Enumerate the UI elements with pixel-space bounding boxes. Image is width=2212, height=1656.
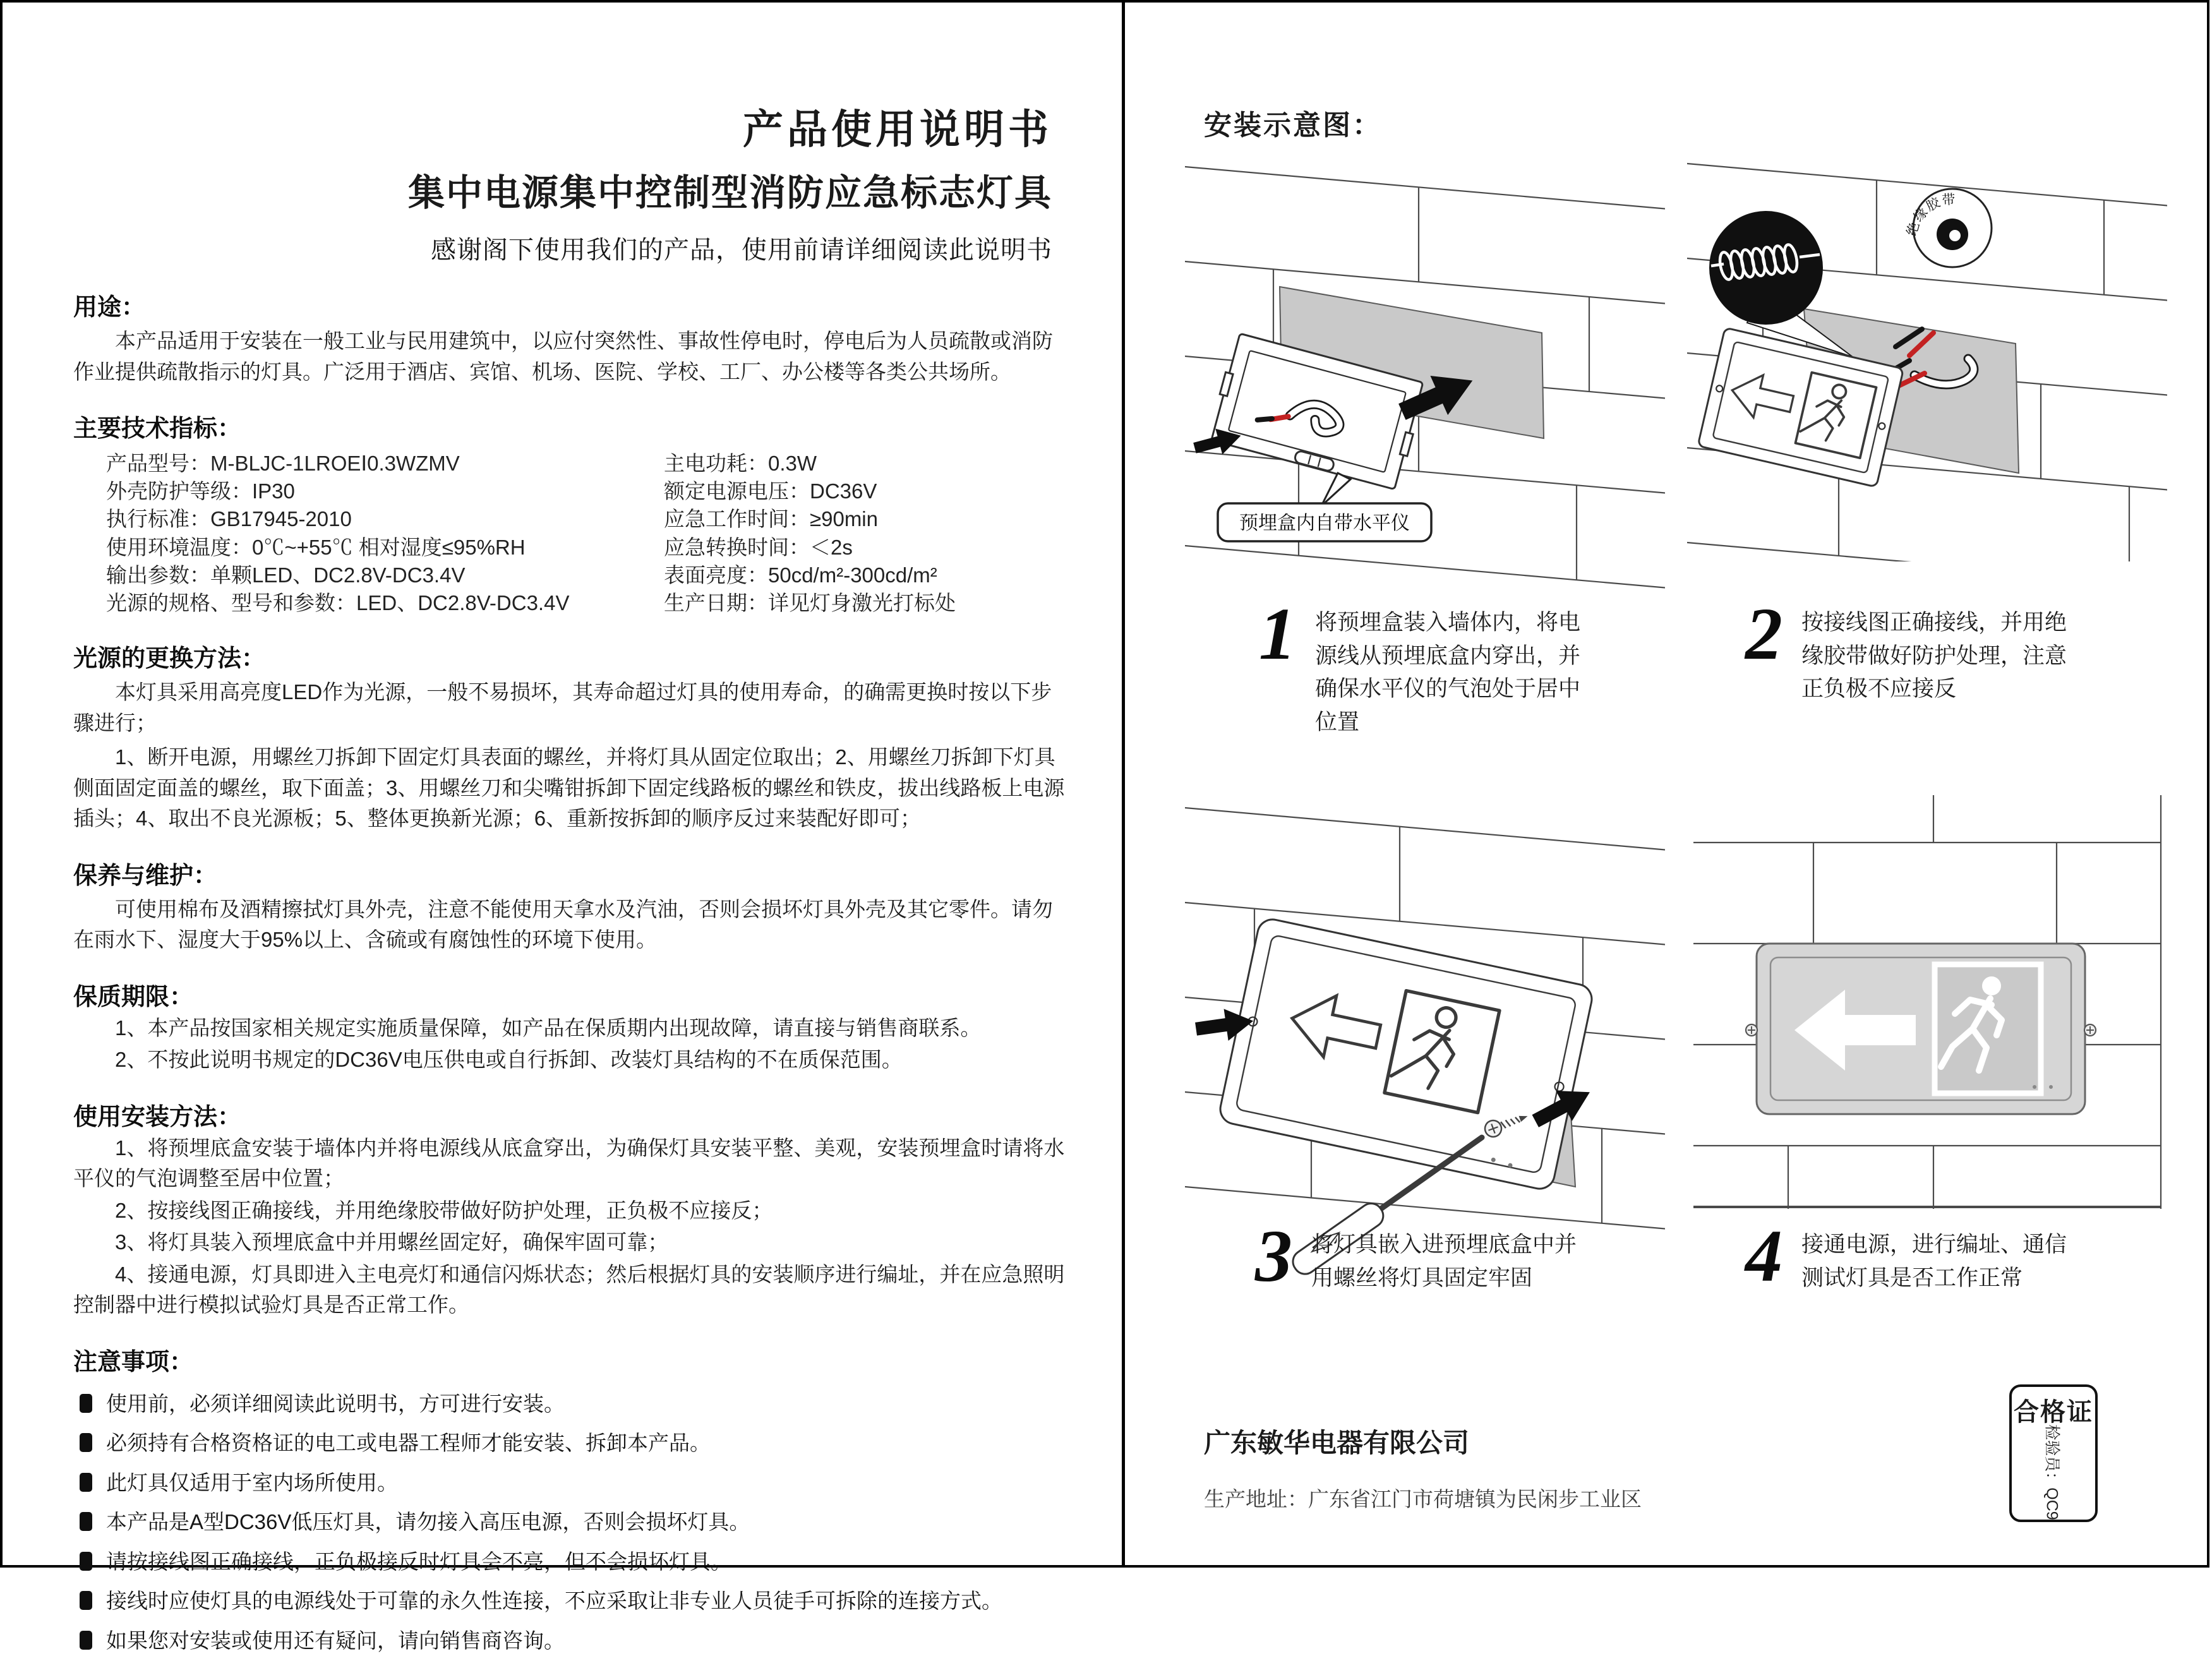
install-item: 3、将灯具装入预埋底盒中并用螺丝固定好，确保牢固可靠； xyxy=(115,1230,669,1254)
maintain-body: 可使用棉布及酒精擦拭灯具外壳，注意不能使用天拿水及汽油，否则会损坏灯具外壳及其它零件。请勿在雨水下、湿度大于95%以上、含硫或有腐蚀性的环境下使用。 xyxy=(73,897,1053,952)
spec-item: 额定电源电压：DC36V xyxy=(664,479,877,503)
indicator-dot xyxy=(2033,1085,2036,1089)
square-bullet-icon xyxy=(80,1473,92,1492)
spec-item: 表面亮度：50cd/m²-300cd/m² xyxy=(664,563,937,587)
step-text: 将灯具嵌入进预埋底盒中并用螺丝将灯具固定牢固 xyxy=(1311,1232,1577,1290)
install-item: 2、按接线图正确接线，并用绝缘胶带做好防护处理，正负极不应接反； xyxy=(115,1198,773,1222)
indicator-dot xyxy=(2049,1085,2053,1089)
section-heading: 主要技术指标： xyxy=(73,416,242,442)
step-caption-1 xyxy=(1259,592,1596,739)
spec-item: 主电功耗：0.3W xyxy=(664,452,817,475)
install-list xyxy=(73,1133,1070,1321)
step-caption-2 xyxy=(1745,592,2083,706)
section-replace xyxy=(73,639,1070,834)
note-item: 使用前，必须详细阅读此说明书，方可进行安装。 xyxy=(73,1388,1070,1420)
section-usage xyxy=(73,287,1070,387)
square-bullet-icon xyxy=(80,1433,92,1452)
installed-exit-sign xyxy=(1746,944,2096,1114)
section-maintain xyxy=(73,856,1070,956)
note-item: 本产品是A型DC36V低压灯具，请勿接入高压电源，否则会损坏灯具。 xyxy=(73,1506,1070,1538)
square-bullet-icon xyxy=(80,1591,92,1610)
tape-badge-label: 绝缘胶带 xyxy=(1904,192,1957,238)
section-heading: 保养与维护： xyxy=(73,862,218,889)
mount-screw xyxy=(2084,1024,2096,1036)
diagram-step2-wiring xyxy=(1687,157,2167,561)
spec-item: 使用环境温度：0℃~+55℃ 相对湿度≤95%RH xyxy=(106,535,526,559)
level-callout xyxy=(1218,503,1431,541)
section-notes xyxy=(73,1342,1070,1656)
step-caption-4 xyxy=(1745,1215,2083,1297)
section-install xyxy=(73,1097,1070,1321)
diagram-step1-embed-box xyxy=(1185,157,1665,561)
doc-subtitle: 集中电源集中控制型消防应急标志灯具 xyxy=(407,172,1052,213)
section-heading: 光源的更换方法： xyxy=(73,645,266,673)
certificate-title: 合格证 xyxy=(2014,1398,2093,1426)
install-item: 1、将预埋底盒安装于墙体内并将电源线从底盒穿出，为确保灯具安装平整、美观，安装预埋盒时请将水平仪的气泡调整至居中位置； xyxy=(73,1136,1065,1191)
spec-item: 生产日期：详见灯身激光打标处 xyxy=(664,591,956,615)
spec-item: 应急工作时间：≥90min xyxy=(664,507,878,531)
install-diagram-heading: 安装示意图： xyxy=(1204,110,1382,141)
step-caption-3 xyxy=(1255,1215,1592,1297)
doc-title: 产品使用说明书 xyxy=(743,107,1052,152)
notes-list xyxy=(73,1388,1070,1656)
note-item: 必须持有合格资格证的电工或电器工程师才能安装、拆卸本产品。 xyxy=(73,1427,1070,1459)
spec-item: 输出参数：单颗LED、DC2.8V-DC3.4V xyxy=(106,563,466,587)
replace-para1: 本灯具采用高亮度LED作为光源，一般不易损坏，其寿命超过灯具的使用寿命，的确需更换时按以下步骤进行； xyxy=(73,680,1052,735)
note-item: 如果您对安装或使用还有疑问，请向销售商咨询。 xyxy=(73,1625,1070,1656)
page-left xyxy=(3,3,1122,1652)
insulation-tape-badge xyxy=(1904,189,1992,267)
install-item: 4、接通电源，灯具即进入主电亮灯和通信闪烁状态；然后根据灯具的安装顺序进行编址，并在应急照明控制器中进行模拟试验灯具是否正常工作。 xyxy=(73,1262,1065,1317)
diagram-step3-fix-screws xyxy=(1185,795,1665,1212)
exit-sign-lamp xyxy=(1218,916,1595,1191)
step-number: 4 xyxy=(1745,1215,1782,1297)
step-text: 将预埋盒装入墙体内，将电源线从预埋底盒内穿出，并确保水平仪的气泡处于居中位置 xyxy=(1315,610,1581,735)
spec-item: 执行标准：GB17945-2010 xyxy=(106,507,352,531)
square-bullet-icon xyxy=(80,1631,92,1650)
doc-tagline: 感谢阁下使用我们的产品，使用前请详细阅读此说明书 xyxy=(431,236,1052,264)
callout-leader xyxy=(1321,473,1350,506)
certificate-inspector-wrap xyxy=(2012,1426,2095,1518)
replace-para2: 1、断开电源，用螺丝刀拆卸下固定灯具表面的螺丝，并将灯具从固定位取出；2、用螺丝刀拆卸下灯具侧面固定面盖的螺丝，取下面盖；3、用螺丝刀和尖嘴钳拆卸下固定线路板的螺丝和铁皮，拔出线路板上电源插头；4、取出不良光源板；5、整体更换新光源；6、重新按拆卸的顺序反过来装配好即可； xyxy=(73,745,1065,831)
section-heading: 使用安装方法： xyxy=(73,1103,242,1131)
level-callout-label: 预埋盒内自带水平仪 xyxy=(1239,513,1410,534)
company-name: 广东敏华电器有限公司 xyxy=(1204,1428,1470,1458)
section-warranty xyxy=(73,977,1070,1076)
spec-grid xyxy=(73,450,1070,617)
section-specs xyxy=(73,409,1070,617)
doc-header xyxy=(73,97,1070,266)
step-text: 接通电源，进行编址、通信测试灯具是否工作正常 xyxy=(1801,1232,2067,1290)
square-bullet-icon xyxy=(80,1512,92,1531)
diagram-step4-finished xyxy=(1693,795,2173,1212)
spec-item: 外壳防护等级：IP30 xyxy=(106,479,295,503)
warranty-item: 1、本产品按国家相关规定实施质量保障，如产品在保质期内出现故障，请直接与销售商联系。 xyxy=(115,1016,982,1040)
step-number: 3 xyxy=(1255,1215,1292,1297)
step-number: 1 xyxy=(1259,592,1296,675)
spec-column-left xyxy=(73,450,664,617)
section-heading: 用途： xyxy=(73,294,146,321)
certificate-inspector: 检验员：QC9 xyxy=(2043,1424,2061,1520)
note-item: 此灯具仅适用于室内场所使用。 xyxy=(73,1467,1070,1499)
step-text: 按接线图正确接线，并用绝缘胶带做好防护处理，注意正负极不应接反 xyxy=(1801,610,2067,701)
section-heading: 注意事项： xyxy=(73,1348,194,1376)
warranty-item: 2、不按此说明书规定的DC36V电压供电或自行拆卸、改装灯具结构的不在质保范围。 xyxy=(115,1048,903,1072)
usage-body: 本产品适用于安装在一般工业与民用建筑中，以应付突然性、事故性停电时，停电后为人员疏散或消防作业提供疏散指示的灯具。广泛用于酒店、宾馆、机场、医院、学校、工厂、办公楼等各类公共场所。 xyxy=(73,329,1053,383)
company-address: 生产地址：广东省江门市荷塘镇为民闲步工业区 xyxy=(1204,1487,1642,1511)
step-number: 2 xyxy=(1745,592,1782,675)
square-bullet-icon xyxy=(80,1394,92,1413)
section-heading: 保质期限： xyxy=(73,983,194,1011)
spec-item: 应急转换时间：＜2s xyxy=(664,535,853,559)
certificate-stamp xyxy=(2009,1384,2098,1522)
warranty-list xyxy=(73,1013,1070,1076)
note-item: 请按接线图正确接线，正负极接反时灯具会不亮，但不会损坏灯具。 xyxy=(73,1546,1070,1578)
square-bullet-icon xyxy=(80,1552,92,1571)
spec-column-right xyxy=(664,450,1070,617)
page-right xyxy=(1125,3,2212,1565)
mount-screw xyxy=(1746,1024,1757,1036)
spec-item: 产品型号：M-BLJC-1LROEⅠ0.3WZMV xyxy=(106,452,460,475)
spec-item: 光源的规格、型号和参数：LED、DC2.8V-DC3.4V xyxy=(106,591,570,615)
note-item: 接线时应使灯具的电源线处于可靠的永久性连接，不应采取让非专业人员徒手可拆除的连接方式。 xyxy=(73,1585,1070,1617)
